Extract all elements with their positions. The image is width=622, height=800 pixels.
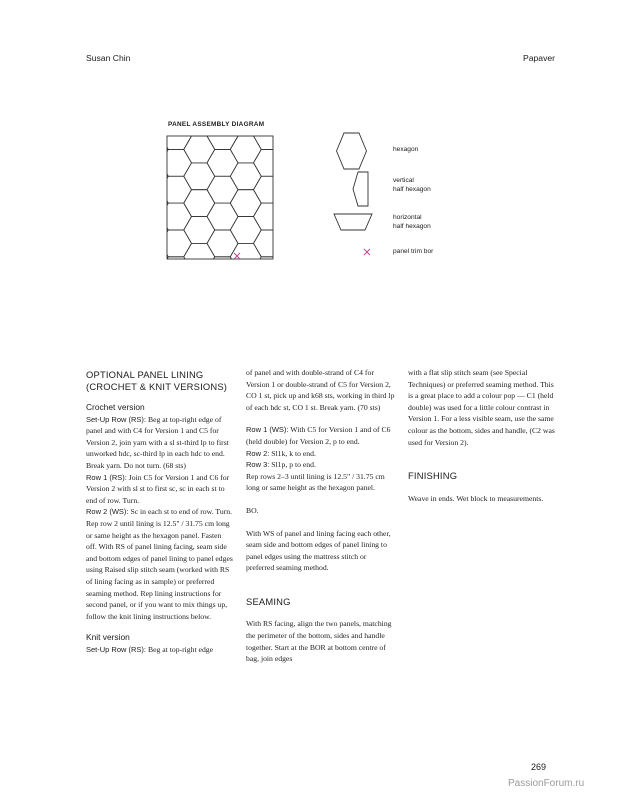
knit-row-2 [246,448,395,460]
row-text: Beg at top-right edge [146,644,214,654]
hexagon-cell [254,203,275,230]
knit-version-heading: Knit version [86,632,130,643]
hexagon-icon [337,133,367,169]
hexagon-cell [254,149,275,176]
row-label: Row 1 (RS): [86,472,127,482]
hexagon-cell [184,163,215,190]
panel-trim-bor-marker-icon [364,249,370,255]
hexagon-cell [230,136,261,163]
crochet-row-2 [86,506,233,518]
row-text: With C5 for Version 1 and of C6 (held double) for Version 2, p to end. [246,425,391,446]
seaming-continued: with a flat slip stitch seam (see Special Techniques) or preferred seaming method. This is a great place to add a colour pop — C1 (held double) was used for a little colour contrast in Version 1. For a less visible seam, use the same colour as the bottom, sides and handle, (C2 was used for Version 2). [408,368,555,447]
row-text: Join C5 for Version 1 and C6 for Version 2 with sl st to first sc, sc in each st to end of row. Turn. [86,472,230,505]
panel-assembly-diagram [166,135,274,261]
diagram-title: PANEL ASSEMBLY DIAGRAM [168,121,265,128]
hexagon-cell [254,230,275,257]
panel-trim-bor-marker [234,253,240,259]
hexagon-cell [184,217,215,244]
row-text: Sl1k, k to end. [269,448,316,458]
hexagon-cell [184,243,215,261]
horizontal-half-hexagon-icon [334,214,372,230]
hexagon-cell [166,203,192,230]
knit-row-3 [246,459,395,471]
finishing-text: Weave in ends. Wet block to measurements. [408,493,544,503]
lining-seam-text: With WS of panel and lining facing each other, seam side and bottom edges of panel lining to panel edges using the mattress stitch or preferred seaming method. [246,528,391,573]
crochet-repeat-text: Rep row 2 until lining is 12.5" / 31.75 cm long or same height as the hexagon panel. Fasten off. With RS of panel lining facing, seam side and bottom edges of panel lining to panel edges using Raised slip stitch seam (worked with RS of lining facing as in sample) or preferred seaming method. Rep lining instructions for second panel, or if you want to mix things up, follow the knit lining instructions below. [86,518,233,621]
row-text: Beg at top-right edge of panel and with C4 for Version 1 and C5 for Version 2, join yarn with a sl st-third lp to first unworked hdc, sc-third lp in each hdc to end. Break yarn. Do not turn. (68 sts) [86,414,229,470]
hexagon-cell [207,230,238,257]
knit-repeat-text: Rep rows 2–3 until lining is 12.5" / 31.75 cm long or same height as the hexagon panel. [246,471,385,493]
hexagon-cell [230,217,261,244]
row-label: Row 2 (WS): [86,507,129,517]
crochet-row-1 [86,472,233,507]
panel-outline [167,136,273,259]
diagram-legend-shapes [330,128,390,258]
legend-hexagon-label: hexagon [393,146,419,153]
row-text: Sl1p, p to end. [269,460,316,470]
hexagon-cell [207,149,238,176]
row-label: Set-Up Row (RS): [86,414,147,424]
hexagon-cell [166,149,192,176]
page-number: 269 [530,762,546,772]
author-name: Susan Chin [86,53,131,63]
optional-panel-lining-heading: OPTIONAL PANEL LINING (CROCHET & KNIT VERSIONS) [86,369,228,392]
column-3 [408,367,556,504]
row-label: Row 2: [246,448,270,458]
seaming-text: With RS facing, align the two panels, matching the perimeter of the bottom, sides and handle together. Start at the BOR at bottom centre of bag, join edges [246,619,392,664]
legend-vertical-half-hexagon-label: vertical half hexagon [393,177,431,193]
legend-panel-trim-bor-label: panel trim bor [393,248,434,255]
row-text: Sc in each st to end of row. Turn. [128,507,233,517]
row-label: Set-Up Row (RS): [86,644,147,654]
hexagon-cell [230,190,261,217]
hexagon-cell [184,136,215,163]
hexagon-cell [207,176,238,203]
crochet-version-heading: Crochet version [86,402,145,412]
hexagon-grid [166,135,274,261]
hexagon-cell [184,190,215,217]
finishing-heading: FINISHING [408,470,458,482]
hexagon-cell [254,176,275,203]
vertical-half-hexagon-icon [353,172,368,206]
pattern-name: Papaver [523,53,556,63]
seaming-heading: SEAMING [246,595,291,607]
row-label: Row 1 (WS): [246,425,289,435]
bind-off-text: BO. [246,505,259,515]
hexagon-cell [166,230,192,257]
hexagon-cell [166,176,192,203]
knit-setup-continued: of panel and with double-strand of C4 for Version 1 or double-strand of C5 for Version 2, CO 1 st, pick up and k68 sts, working in third lp of each hdc st, CO 1 st. Break yarn. (70 sts) [246,368,395,412]
hexagon-cell [230,163,261,190]
knit-row-1 [246,424,395,447]
column-2 [246,367,395,665]
row-label: Row 3: [246,460,270,470]
knit-setup-row [86,644,233,656]
column-1 [86,369,233,655]
crochet-setup-row [86,414,233,472]
hexagon-cell [207,135,238,149]
legend-horizontal-half-hexagon-label: horizontal half hexagon [393,214,431,230]
watermark: PassionForum.ru [508,778,585,789]
hexagon-cell [207,203,238,230]
hexagon-cell [254,135,275,149]
